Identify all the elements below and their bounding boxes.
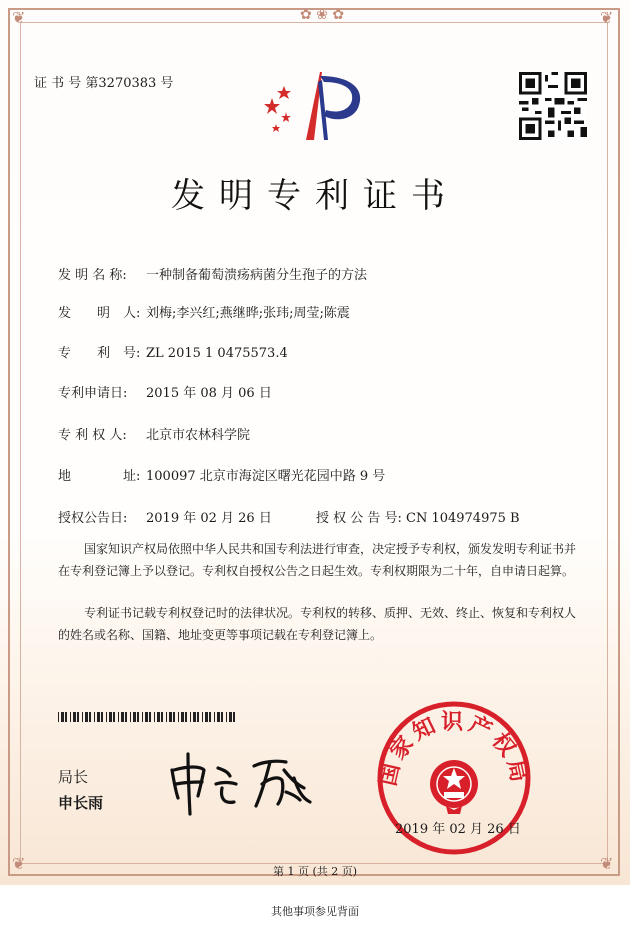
barcode-icon xyxy=(58,712,236,722)
field-value: ZL 2015 1 0475573.4 xyxy=(146,346,288,361)
field-label: 专 利 权 人: xyxy=(58,428,127,443)
field-filing-date xyxy=(58,382,272,401)
page-title: 发明专利证书 xyxy=(171,176,459,216)
seal-date: 2019 年 02 月 26 日 xyxy=(395,822,521,837)
field-address xyxy=(58,465,385,484)
field-patent-number xyxy=(58,342,288,361)
field-value: 北京市农林科学院 xyxy=(146,428,251,443)
field-value: 2015 年 08 月 06 日 xyxy=(146,386,272,401)
ornament-top-center-icon: ✿ ❀ ✿ xyxy=(300,7,345,23)
field-grant-date xyxy=(58,507,272,526)
field-value: CN 104974975 B xyxy=(406,511,520,526)
page-number: 第 1 页 (共 2 页) xyxy=(272,865,358,878)
field-value: 刘梅;李兴红;燕继晔;张玮;周莹;陈震 xyxy=(146,306,350,321)
ornament-bottom-left-icon: ❦ xyxy=(12,854,26,873)
field-label: 授 权 公 告 号: xyxy=(316,511,402,526)
cnipa-logo-icon xyxy=(262,68,372,144)
certificate-number: 证 书 号 第3270383 号 xyxy=(34,76,174,91)
body-paragraph-2: 专利证书记载专利权登记时的法律状况。专利权的转移、质押、无效、终止、恢复和专利权人的姓名或名称、国籍、地址变更等事项记载在专利登记簿上。 xyxy=(58,606,577,642)
field-label: 授权公告日: xyxy=(58,511,128,526)
field-inventors xyxy=(58,302,350,321)
ornament-top-left-icon: ❦ xyxy=(12,8,26,27)
field-label: 专利申请日: xyxy=(58,386,128,401)
ornament-bottom-right-icon: ❦ xyxy=(600,854,614,873)
seal-text: 国家知识产权局 xyxy=(375,708,533,789)
field-value: 100097 北京市海淀区曙光花园中路 9 号 xyxy=(146,469,386,484)
ornament-top-right-icon: ❦ xyxy=(600,8,614,27)
signature-icon xyxy=(166,748,326,818)
field-value: 2019 年 02 月 26 日 xyxy=(146,511,272,526)
field-value: 一种制备葡萄溃疡病菌分生孢子的方法 xyxy=(146,268,368,283)
field-patentee xyxy=(58,424,250,443)
field-label: 发 明 名 称: xyxy=(58,268,127,283)
field-invention-name xyxy=(58,264,367,283)
signatory-role: 局长 xyxy=(58,768,89,786)
qr-code-icon xyxy=(519,72,587,140)
field-label: 专 利 号: xyxy=(58,346,141,361)
field-label: 发 明 人: xyxy=(58,306,141,321)
body-paragraph-1: 国家知识产权局依照中华人民共和国专利法进行审查，决定授予专利权，颁发发明专利证书并在专利登记簿上予以登记。专利权自授权公告之日起生效。专利权期限为二十年，自申请日起算。 xyxy=(58,542,577,578)
field-grant-number xyxy=(316,507,520,526)
signatory-name: 申长雨 xyxy=(58,794,104,812)
footer-note: 其他事项参见背面 xyxy=(271,905,359,918)
field-label: 地 址: xyxy=(58,469,141,484)
